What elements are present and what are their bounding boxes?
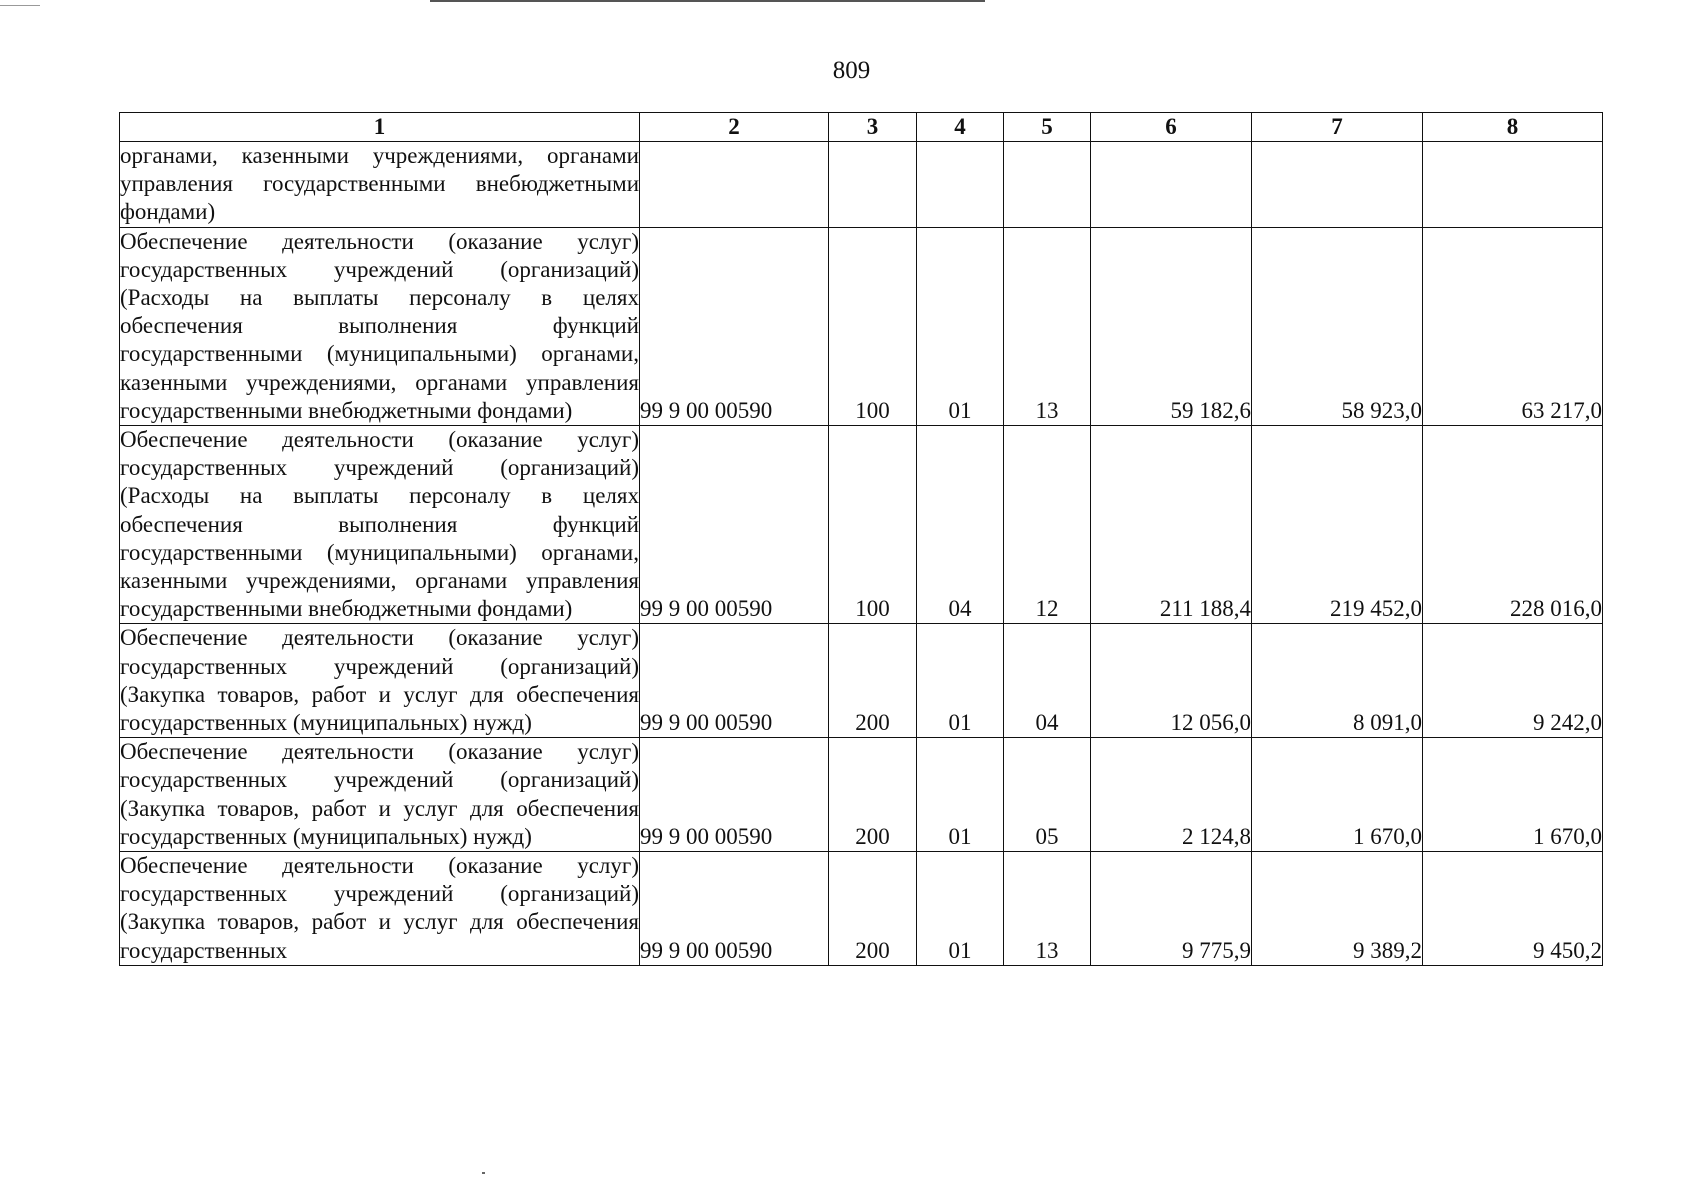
table-row <box>120 738 1603 852</box>
row-description: Обеспечение деятельности (оказание услуг) государственных учреждений (организаций) (Закупка товаров, работ и услуг для обеспечения государственных (муниципальных) нужд) <box>120 624 640 738</box>
subsection-cell: 05 <box>1004 738 1091 852</box>
expense-type-cell: 200 <box>829 852 917 966</box>
column-header: 8 <box>1423 113 1603 142</box>
amount-cell: 1 670,0 <box>1252 738 1423 852</box>
scan-artifact-line <box>0 5 40 6</box>
subsection-cell: 13 <box>1004 852 1091 966</box>
target-article-code: 99 9 00 00590 <box>640 227 829 425</box>
row-description: Обеспечение деятельности (оказание услуг) государственных учреждений (организаций) (Закупка товаров, работ и услуг для обеспечения государственных (муниципальных) нужд) <box>120 738 640 852</box>
target-article-code: 99 9 00 00590 <box>640 426 829 624</box>
target-article-code: 99 9 00 00590 <box>640 624 829 738</box>
row-description: Обеспечение деятельности (оказание услуг) государственных учреждений (организаций) (Закупка товаров, работ и услуг для обеспечения государственных <box>120 852 640 966</box>
target-article-code: 99 9 00 00590 <box>640 852 829 966</box>
column-header: 7 <box>1252 113 1423 142</box>
expense-type-cell: 100 <box>829 426 917 624</box>
amount-cell: 8 091,0 <box>1252 624 1423 738</box>
amount-cell <box>1423 142 1603 228</box>
section-cell: 01 <box>917 738 1004 852</box>
amount-cell: 9 450,2 <box>1423 852 1603 966</box>
target-article-code <box>640 142 829 228</box>
section-cell: 01 <box>917 852 1004 966</box>
table-row <box>120 227 1603 425</box>
row-description: Обеспечение деятельности (оказание услуг) государственных учреждений (организаций) (Расходы на выплаты персоналу в целях обеспечения выполнения функций государственными (муниципальными) органами, казенными учреждениями, органами управления государственными внебюджетными фондами) <box>120 426 640 624</box>
amount-cell: 219 452,0 <box>1252 426 1423 624</box>
page-number: 809 <box>832 57 871 84</box>
section-cell <box>917 142 1004 228</box>
amount-cell <box>1091 142 1252 228</box>
subsection-cell: 13 <box>1004 227 1091 425</box>
subsection-cell: 04 <box>1004 624 1091 738</box>
amount-cell: 63 217,0 <box>1423 227 1603 425</box>
table-row <box>120 852 1603 966</box>
amount-cell: 58 923,0 <box>1252 227 1423 425</box>
amount-cell: 1 670,0 <box>1423 738 1603 852</box>
subsection-cell <box>1004 142 1091 228</box>
expense-type-cell: 100 <box>829 227 917 425</box>
amount-cell: 2 124,8 <box>1091 738 1252 852</box>
table-row <box>120 426 1603 624</box>
amount-cell: 9 242,0 <box>1423 624 1603 738</box>
column-header: 2 <box>640 113 829 142</box>
expense-type-cell: 200 <box>829 624 917 738</box>
expense-type-cell <box>829 142 917 228</box>
expense-type-cell: 200 <box>829 738 917 852</box>
subsection-cell: 12 <box>1004 426 1091 624</box>
amount-cell: 9 775,9 <box>1091 852 1252 966</box>
table-row <box>120 624 1603 738</box>
budget-table <box>119 112 1603 966</box>
column-header: 6 <box>1091 113 1252 142</box>
table-header-row <box>120 113 1603 142</box>
section-cell: 01 <box>917 624 1004 738</box>
column-header: 3 <box>829 113 917 142</box>
column-header: 5 <box>1004 113 1091 142</box>
row-description: органами, казенными учреждениями, органами управления государственными внебюджетными фондами) <box>120 142 640 228</box>
amount-cell: 211 188,4 <box>1091 426 1252 624</box>
row-description: Обеспечение деятельности (оказание услуг) государственных учреждений (организаций) (Расходы на выплаты персоналу в целях обеспечения выполнения функций государственными (муниципальными) органами, казенными учреждениями, органами управления государственными внебюджетными фондами) <box>120 227 640 425</box>
column-header: 1 <box>120 113 640 142</box>
scan-artifact-line <box>430 0 985 2</box>
target-article-code: 99 9 00 00590 <box>640 738 829 852</box>
amount-cell: 9 389,2 <box>1252 852 1423 966</box>
scan-speck <box>482 1172 485 1174</box>
amount-cell: 59 182,6 <box>1091 227 1252 425</box>
section-cell: 01 <box>917 227 1004 425</box>
amount-cell: 12 056,0 <box>1091 624 1252 738</box>
table-row <box>120 142 1603 228</box>
column-header: 4 <box>917 113 1004 142</box>
amount-cell: 228 016,0 <box>1423 426 1603 624</box>
section-cell: 04 <box>917 426 1004 624</box>
amount-cell <box>1252 142 1423 228</box>
